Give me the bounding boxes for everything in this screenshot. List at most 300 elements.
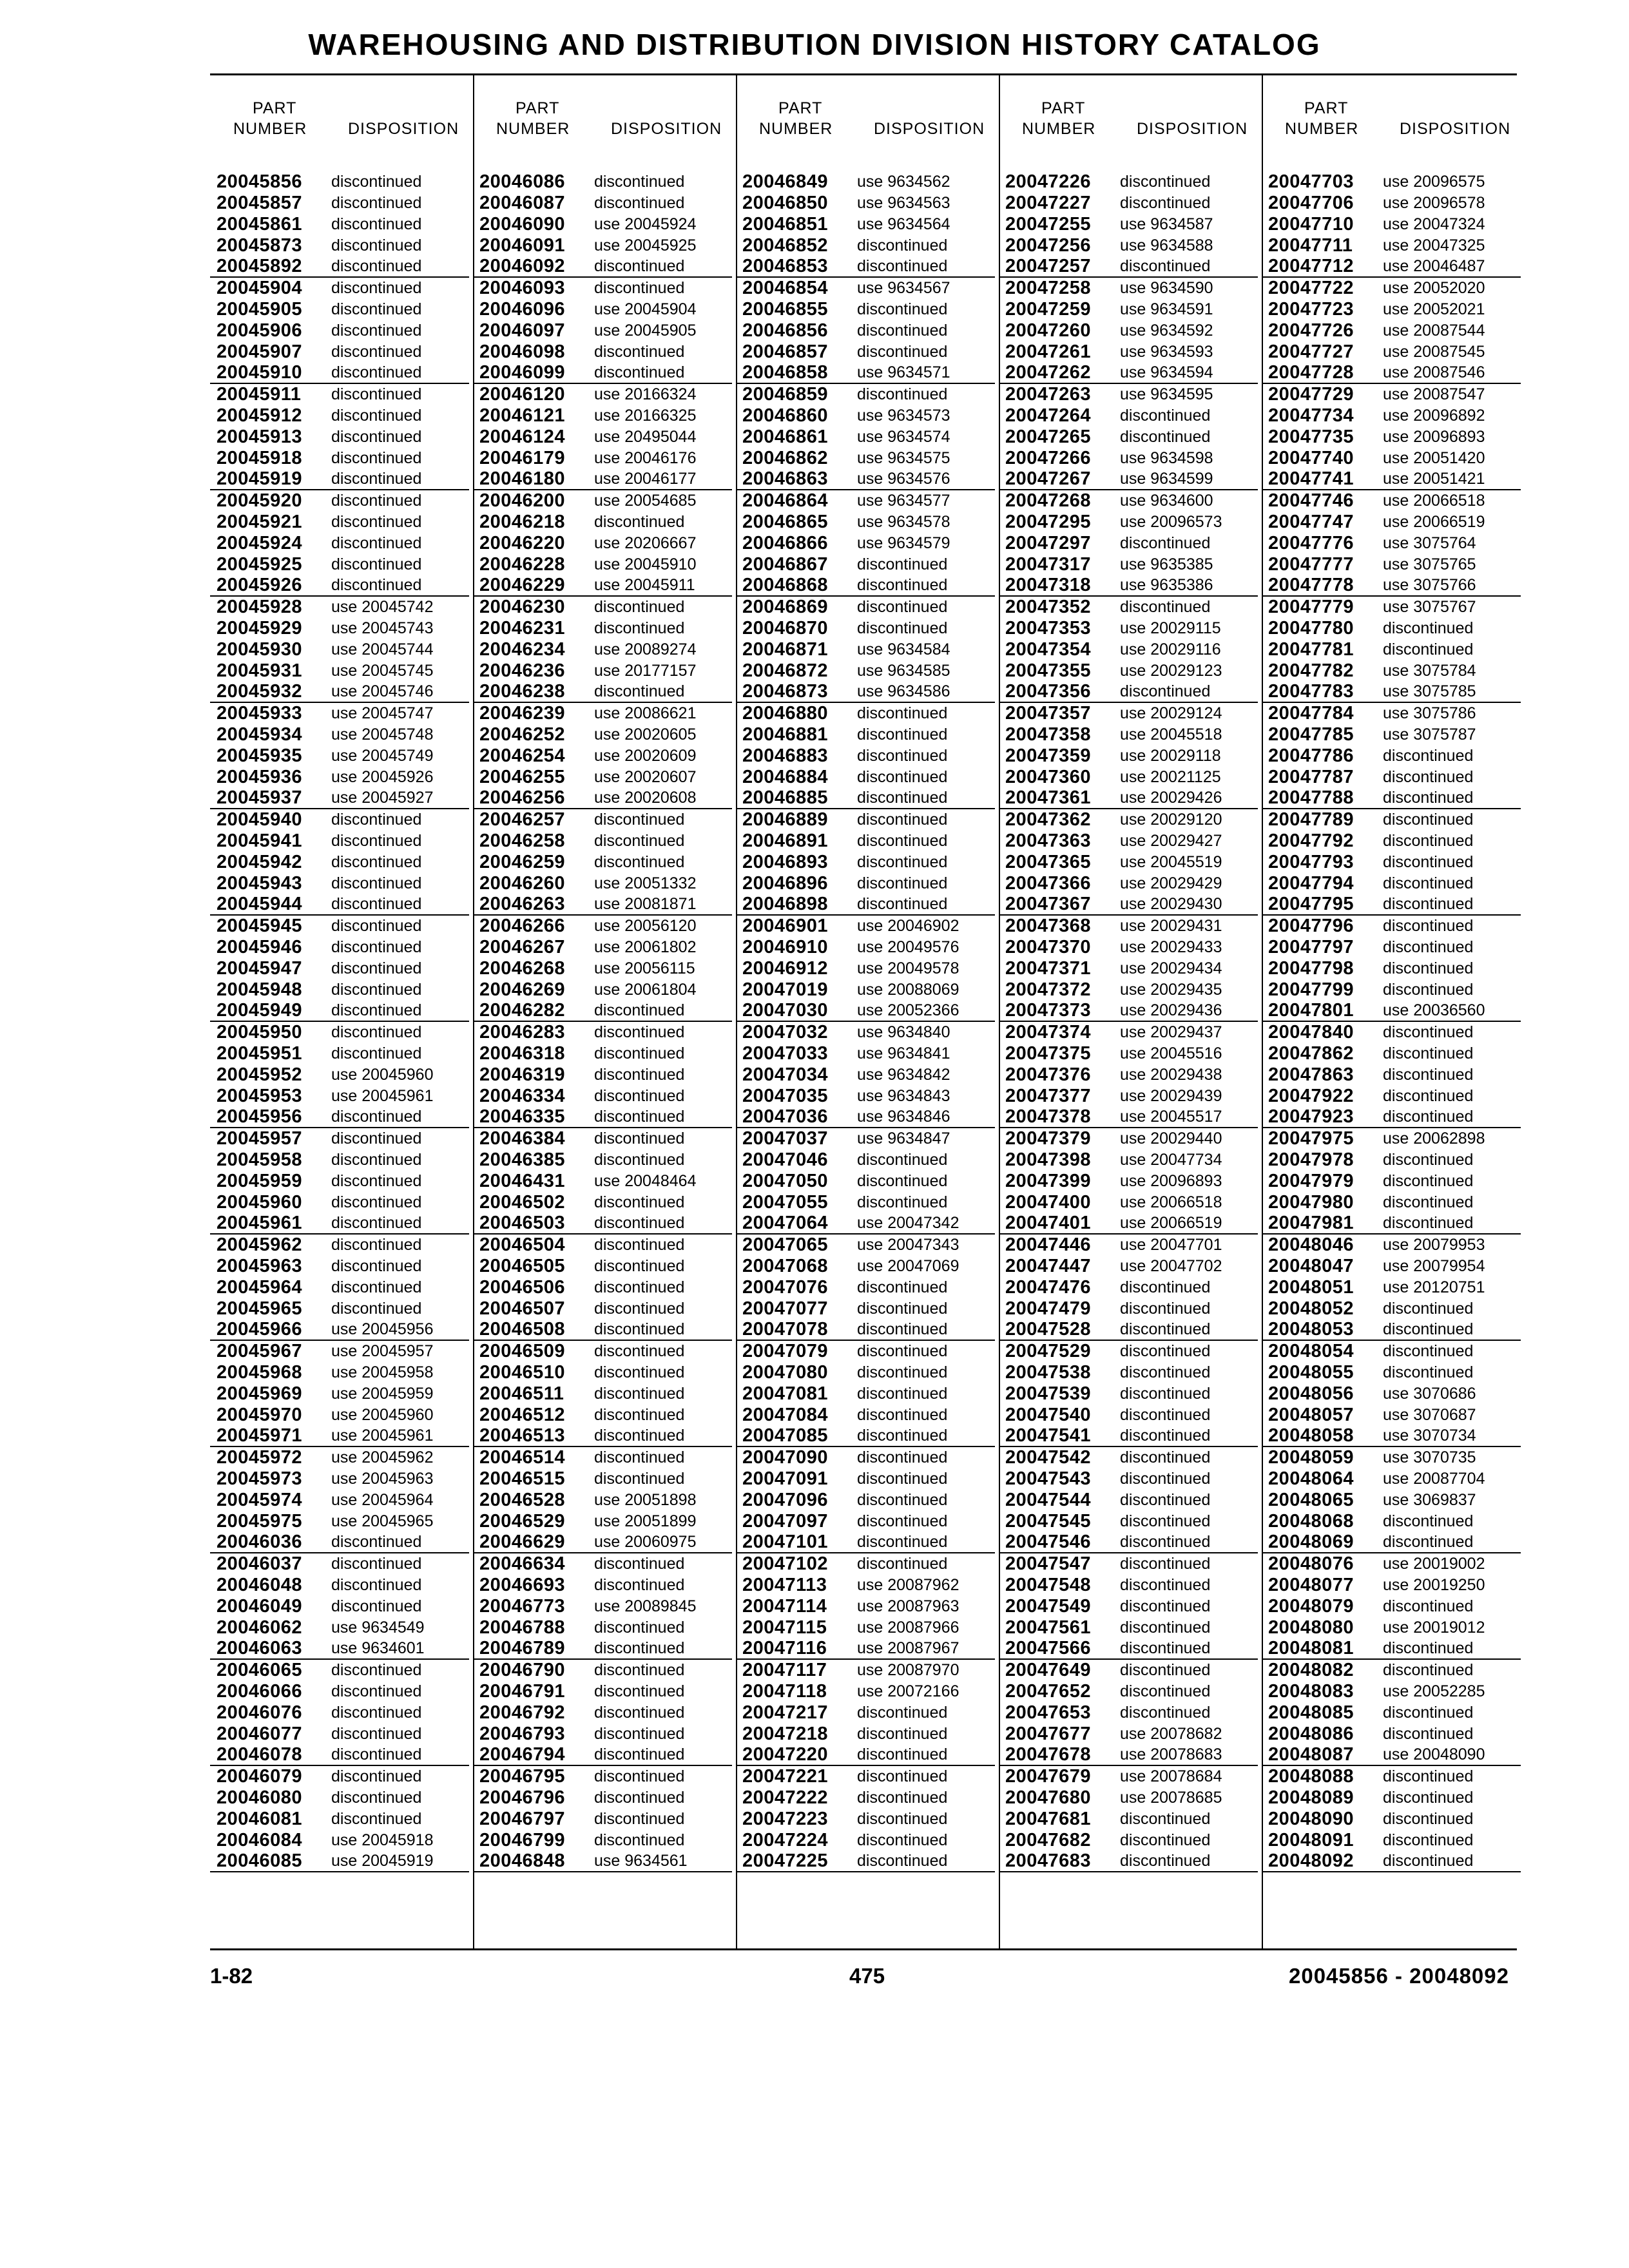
table-row: [999, 1851, 1258, 1872]
disposition: use 20029427: [1120, 832, 1222, 850]
part-number: 20047375: [1005, 1043, 1092, 1064]
disposition: discontinued: [1383, 1214, 1474, 1232]
disposition: discontinued: [1120, 1491, 1211, 1509]
table-row: [736, 1107, 995, 1128]
part-number: 20045964: [217, 1277, 303, 1298]
disposition: use 20087704: [1383, 1470, 1485, 1488]
table-row: [999, 597, 1258, 618]
table-row: [473, 1149, 732, 1171]
part-number: 20047447: [1005, 1256, 1092, 1276]
disposition: discontinued: [1120, 1385, 1211, 1403]
disposition: use 9634586: [857, 682, 950, 700]
table-row: [736, 724, 995, 745]
table-row: [473, 1107, 732, 1128]
table-row: [736, 1320, 995, 1341]
table-row: [999, 937, 1258, 958]
disposition: use 20096578: [1383, 194, 1485, 212]
part-number: 20045975: [217, 1511, 303, 1532]
part-number: 20046853: [742, 256, 829, 276]
table-row: [999, 1064, 1258, 1086]
disposition: discontinued: [594, 1810, 685, 1828]
part-number: 20046234: [479, 639, 566, 660]
table-row: [473, 618, 732, 639]
part-number: 20046872: [742, 660, 829, 681]
disposition: discontinued: [594, 1470, 685, 1488]
table-row: [999, 193, 1258, 214]
part-number: 20046883: [742, 745, 829, 766]
disposition: discontinued: [1383, 1087, 1474, 1105]
part-number: 20046791: [479, 1681, 566, 1702]
table-row: [1262, 788, 1521, 809]
part-number: 20048087: [1268, 1744, 1354, 1765]
disposition: use 20047325: [1383, 236, 1485, 255]
disposition: discontinued: [1120, 1831, 1211, 1849]
disposition: discontinued: [1383, 895, 1474, 913]
table-row: [473, 363, 732, 384]
table-row: [999, 405, 1258, 427]
disposition: discontinued: [331, 257, 422, 275]
table-row: [736, 1745, 995, 1766]
disposition: use 20029120: [1120, 811, 1222, 829]
table-row: [736, 1490, 995, 1511]
part-number: 20047734: [1268, 405, 1354, 426]
disposition: discontinued: [1383, 1320, 1474, 1338]
part-number: 20046255: [479, 767, 566, 787]
table-row: [473, 1022, 732, 1043]
part-number: 20048090: [1268, 1809, 1354, 1829]
part-number: 20046507: [479, 1298, 566, 1319]
header-part: PART: [778, 99, 823, 117]
disposition: use 20061802: [594, 938, 697, 956]
part-number: 20046218: [479, 512, 566, 532]
part-number: 20047255: [1005, 214, 1092, 235]
part-number: 20046884: [742, 767, 829, 787]
table-row: [1262, 448, 1521, 469]
table-row: [210, 1745, 469, 1766]
table-row: [999, 1724, 1258, 1745]
part-number: 20046508: [479, 1319, 566, 1340]
table-row: [999, 1617, 1258, 1639]
table-row: [999, 1830, 1258, 1851]
part-number: 20046860: [742, 405, 829, 426]
part-number: 20046266: [479, 916, 566, 936]
table-row: [1262, 1809, 1521, 1830]
disposition: discontinued: [331, 1278, 422, 1296]
table-row: [473, 703, 732, 724]
part-number: 20047030: [742, 1000, 829, 1021]
disposition: discontinued: [857, 1193, 948, 1211]
disposition: use 20052285: [1383, 1682, 1485, 1700]
table-row: [999, 278, 1258, 299]
table-row: [736, 788, 995, 809]
table-row: [210, 682, 469, 703]
table-row: [210, 1809, 469, 1830]
disposition: use 20045518: [1120, 726, 1222, 744]
catalog-column-5: [1262, 75, 1521, 1872]
part-number: 20045873: [217, 235, 303, 256]
disposition: use 20045961: [331, 1087, 434, 1105]
table-row: [210, 278, 469, 299]
table-row: [736, 214, 995, 235]
part-number: 20047261: [1005, 341, 1092, 362]
table-row: [1262, 1235, 1521, 1256]
disposition: use 20045749: [331, 747, 434, 765]
part-number: 20046318: [479, 1043, 566, 1064]
part-number: 20046528: [479, 1490, 566, 1510]
disposition: discontinued: [1383, 981, 1474, 999]
part-number: 20047863: [1268, 1064, 1354, 1085]
disposition: discontinued: [857, 853, 948, 871]
disposition: use 9634578: [857, 513, 950, 531]
part-number: 20046855: [742, 299, 829, 320]
disposition: discontinued: [331, 959, 422, 977]
part-number: 20047682: [1005, 1830, 1092, 1850]
disposition: discontinued: [331, 981, 422, 999]
table-row: [1262, 597, 1521, 618]
part-number: 20047540: [1005, 1405, 1092, 1425]
disposition: discontinued: [331, 1555, 422, 1573]
table-row: [999, 1022, 1258, 1043]
disposition: discontinued: [1383, 1172, 1474, 1190]
table-row: [210, 852, 469, 873]
column-rows: [473, 171, 732, 1872]
disposition: discontinued: [857, 1448, 948, 1466]
part-number: 20046901: [742, 916, 829, 936]
part-number: 20047046: [742, 1149, 829, 1170]
disposition: discontinued: [857, 1491, 948, 1509]
table-row: [1262, 533, 1521, 554]
part-number: 20046910: [742, 937, 829, 957]
part-number: 20045961: [217, 1213, 303, 1233]
part-number: 20047795: [1268, 894, 1354, 914]
disposition: use 20060975: [594, 1533, 697, 1551]
table-row: [736, 1405, 995, 1426]
disposition: use 20045956: [331, 1320, 434, 1338]
disposition: use 20045960: [331, 1066, 434, 1084]
part-number: 20046431: [479, 1171, 566, 1191]
part-number: 20047710: [1268, 214, 1354, 235]
part-number: 20046319: [479, 1064, 566, 1085]
table-row: [473, 745, 732, 767]
table-row: [210, 1575, 469, 1596]
table-row: [1262, 979, 1521, 1001]
disposition: discontinued: [594, 619, 685, 637]
table-row: [473, 1702, 732, 1724]
table-row: [1262, 1043, 1521, 1064]
table-row: [999, 809, 1258, 831]
table-row: [1262, 831, 1521, 852]
part-number: 20047079: [742, 1341, 829, 1361]
part-number: 20047799: [1268, 979, 1354, 1000]
disposition: discontinued: [331, 811, 422, 829]
part-number: 20047373: [1005, 1000, 1092, 1021]
part-number: 20047779: [1268, 597, 1354, 617]
part-number: 20047801: [1268, 1000, 1354, 1021]
disposition: use 9634840: [857, 1023, 950, 1041]
table-row: [999, 1447, 1258, 1468]
table-row: [1262, 1383, 1521, 1405]
disposition: discontinued: [331, 513, 422, 531]
disposition: use 9634576: [857, 470, 950, 488]
part-number: 20048082: [1268, 1660, 1354, 1680]
part-number: 20047729: [1268, 384, 1354, 405]
table-row: [736, 1128, 995, 1149]
table-row: [1262, 554, 1521, 575]
table-row: [1262, 1341, 1521, 1362]
disposition: discontinued: [1383, 1151, 1474, 1169]
disposition: discontinued: [857, 1852, 948, 1870]
part-number: 20047085: [742, 1425, 829, 1446]
part-number: 20047268: [1005, 490, 1092, 511]
table-row: [999, 1702, 1258, 1724]
disposition: discontinued: [1383, 1044, 1474, 1062]
part-number: 20047356: [1005, 681, 1092, 702]
part-number: 20047035: [742, 1086, 829, 1106]
part-number: 20045930: [217, 639, 303, 660]
part-number: 20046087: [479, 193, 566, 213]
part-number: 20045937: [217, 787, 303, 808]
disposition: use 20087970: [857, 1661, 959, 1679]
table-row: [1262, 171, 1521, 193]
table-row: [210, 448, 469, 469]
disposition: discontinued: [1120, 194, 1211, 212]
part-number: 20047113: [742, 1575, 827, 1595]
disposition: discontinued: [1383, 747, 1474, 765]
part-number: 20047036: [742, 1106, 829, 1127]
table-row: [736, 469, 995, 490]
part-number: 20046871: [742, 639, 829, 660]
part-number: 20047224: [742, 1830, 829, 1850]
part-number: 20048054: [1268, 1341, 1354, 1361]
disposition: use 3075784: [1383, 662, 1476, 680]
part-number: 20047862: [1268, 1043, 1354, 1064]
disposition: discontinued: [1383, 1810, 1474, 1828]
disposition: use 20045517: [1120, 1108, 1222, 1126]
disposition: use 3070686: [1383, 1385, 1476, 1403]
part-number: 20046794: [479, 1744, 566, 1765]
table-row: [999, 660, 1258, 682]
table-row: [999, 1362, 1258, 1383]
table-row: [210, 1596, 469, 1617]
disposition: use 9634579: [857, 534, 950, 552]
table-row: [210, 1724, 469, 1745]
table-row: [210, 533, 469, 554]
table-row: [736, 682, 995, 703]
disposition: discontinued: [594, 853, 685, 871]
disposition: use 20052021: [1383, 300, 1485, 318]
disposition: discontinued: [1120, 1300, 1211, 1318]
part-number: 20046086: [479, 171, 566, 192]
part-number: 20047398: [1005, 1149, 1092, 1170]
disposition: use 9634587: [1120, 215, 1213, 233]
part-number: 20047399: [1005, 1171, 1092, 1191]
disposition: discontinued: [594, 1108, 685, 1126]
disposition: discontinued: [331, 555, 422, 573]
part-number: 20046282: [479, 1000, 566, 1021]
part-number: 20046859: [742, 384, 829, 405]
table-row: [210, 1490, 469, 1511]
part-number: 20045924: [217, 533, 303, 553]
disposition: use 20051420: [1383, 449, 1485, 467]
disposition: discontinued: [857, 1789, 948, 1807]
table-row: [473, 512, 732, 533]
part-number: 20045861: [217, 214, 303, 235]
table-row: [210, 256, 469, 278]
table-row: [1262, 1766, 1521, 1787]
part-number: 20046099: [479, 362, 566, 383]
part-number: 20048079: [1268, 1596, 1354, 1617]
table-row: [473, 1405, 732, 1426]
catalog-column-2: [473, 75, 732, 1872]
table-row: [210, 745, 469, 767]
table-row: [999, 1341, 1258, 1362]
part-number: 20047365: [1005, 852, 1092, 872]
part-number: 20047360: [1005, 767, 1092, 787]
table-row: [210, 1362, 469, 1383]
part-number: 20047735: [1268, 427, 1354, 447]
table-row: [210, 724, 469, 745]
table-row: [473, 809, 732, 831]
table-row: [736, 1064, 995, 1086]
part-number: 20046049: [217, 1596, 303, 1617]
table-row: [1262, 745, 1521, 767]
disposition: use 20047069: [857, 1257, 959, 1275]
disposition: use 20029124: [1120, 704, 1222, 722]
part-number: 20046098: [479, 341, 566, 362]
table-row: [999, 1596, 1258, 1617]
table-row: [736, 1256, 995, 1277]
disposition: discontinued: [331, 1023, 422, 1041]
disposition: discontinued: [857, 1151, 948, 1169]
part-number: 20046881: [742, 724, 829, 745]
table-row: [473, 1362, 732, 1383]
table-row: [736, 831, 995, 852]
table-row: [999, 979, 1258, 1001]
disposition: discontinued: [594, 1745, 685, 1763]
disposition: discontinued: [331, 492, 422, 510]
part-number: 20045911: [217, 384, 302, 405]
table-row: [736, 1660, 995, 1681]
part-number: 20047115: [742, 1617, 827, 1638]
disposition: use 9634563: [857, 194, 950, 212]
page-title: WAREHOUSING AND DISTRIBUTION DIVISION HISTORY CATALOG: [308, 28, 1321, 61]
disposition: discontinued: [594, 1363, 685, 1381]
disposition: discontinued: [1383, 1512, 1474, 1530]
part-number: 20046693: [479, 1575, 566, 1595]
table-row: [1262, 1362, 1521, 1383]
table-row: [1262, 809, 1521, 831]
part-number: 20047116: [742, 1638, 827, 1658]
table-row: [999, 1001, 1258, 1022]
part-number: 20046081: [217, 1809, 303, 1829]
disposition: use 20045911: [594, 576, 695, 594]
table-row: [999, 171, 1258, 193]
table-row: [736, 1553, 995, 1575]
part-number: 20045941: [217, 831, 303, 851]
table-row: [999, 852, 1258, 873]
column-header: [210, 75, 469, 171]
part-number: 20046065: [217, 1660, 303, 1680]
table-row: [473, 1383, 732, 1405]
part-number: 20047561: [1005, 1617, 1092, 1638]
table-row: [1262, 894, 1521, 916]
part-number: 20048052: [1268, 1298, 1354, 1319]
disposition: discontinued: [594, 1385, 685, 1403]
table-row: [736, 1192, 995, 1213]
table-row: [736, 1001, 995, 1022]
table-row: [1262, 320, 1521, 341]
table-row: [999, 1171, 1258, 1192]
table-row: [1262, 1660, 1521, 1681]
disposition: discontinued: [594, 1427, 685, 1445]
table-row: [210, 1830, 469, 1851]
table-row: [210, 214, 469, 235]
part-number: 20046857: [742, 341, 829, 362]
part-number: 20047728: [1268, 362, 1354, 383]
table-row: [736, 1787, 995, 1809]
table-row: [1262, 703, 1521, 724]
part-number: 20047259: [1005, 299, 1092, 320]
table-row: [1262, 363, 1521, 384]
table-row: [736, 1468, 995, 1490]
disposition: discontinued: [594, 1001, 685, 1019]
part-number: 20045905: [217, 299, 303, 320]
disposition: discontinued: [331, 343, 422, 361]
disposition: discontinued: [331, 534, 422, 552]
disposition: discontinued: [1383, 938, 1474, 956]
disposition: discontinued: [1383, 1533, 1474, 1551]
table-row: [473, 1639, 732, 1660]
part-number: 20047081: [742, 1383, 829, 1404]
table-row: [473, 1553, 732, 1575]
table-row: [736, 1766, 995, 1787]
disposition: discontinued: [857, 300, 948, 318]
part-number: 20047401: [1005, 1213, 1092, 1233]
table-row: [1262, 278, 1521, 299]
table-row: [736, 1383, 995, 1405]
table-row: [1262, 1532, 1521, 1553]
disposition: use 20045918: [331, 1831, 434, 1849]
disposition: use 20047324: [1383, 215, 1485, 233]
part-number: 20046792: [479, 1702, 566, 1723]
part-number: 20046799: [479, 1830, 566, 1850]
table-row: [1262, 299, 1521, 320]
part-number: 20046852: [742, 235, 829, 256]
table-row: [999, 384, 1258, 405]
part-number: 20045913: [217, 427, 303, 447]
table-row: [473, 1490, 732, 1511]
part-number: 20045969: [217, 1383, 303, 1404]
part-number: 20047368: [1005, 916, 1092, 936]
table-row: [473, 1681, 732, 1702]
catalog-column-4: [999, 75, 1258, 1872]
part-number: 20046503: [479, 1213, 566, 1233]
part-number: 20046529: [479, 1511, 566, 1532]
part-number: 20046096: [479, 299, 566, 320]
part-number: 20047295: [1005, 512, 1092, 532]
part-number: 20046868: [742, 575, 829, 595]
disposition: use 20029433: [1120, 938, 1222, 956]
table-row: [473, 1511, 732, 1532]
disposition: discontinued: [857, 1363, 948, 1381]
disposition: use 20206667: [594, 534, 697, 552]
disposition: discontinued: [594, 1704, 685, 1722]
table-row: [210, 809, 469, 831]
part-number: 20047566: [1005, 1638, 1092, 1658]
part-number: 20047681: [1005, 1809, 1092, 1829]
table-row: [1262, 1851, 1521, 1872]
part-number: 20046267: [479, 937, 566, 957]
